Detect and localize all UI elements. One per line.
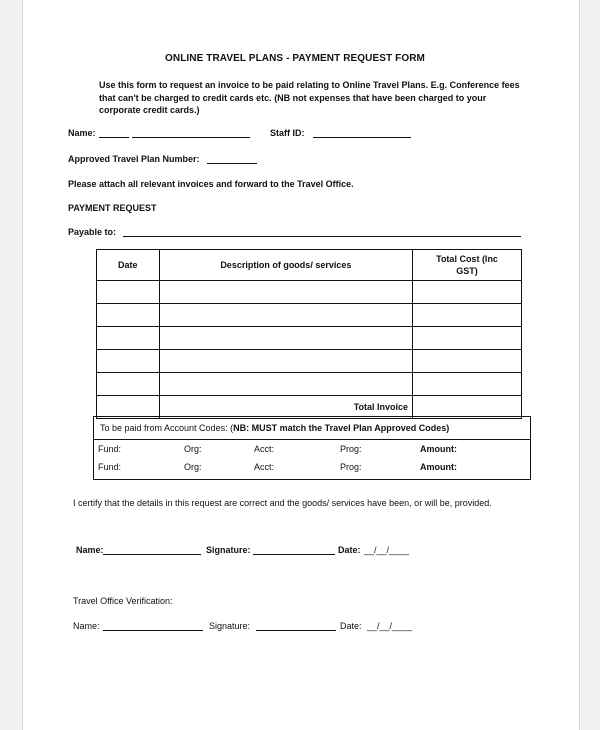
amount-label[interactable]: Amount: [420,444,457,454]
header-description: Description of goods/ services [159,250,412,281]
cost-cell[interactable] [413,373,522,396]
approved-plan-field[interactable] [207,154,257,166]
account-codes-intro [94,417,530,440]
fund-label[interactable]: Fund: [98,444,122,454]
attach-note: Please attach all relevant invoices and forward to the Travel Office. [68,179,354,189]
acct-label[interactable]: Acct: [254,462,275,472]
date-cell[interactable] [97,350,160,373]
table-row [97,373,522,396]
date-cell[interactable] [97,304,160,327]
table-row [97,304,522,327]
header-date: Date [97,250,160,281]
payable-to-label: Payable to: [68,227,117,237]
verif-signature-field[interactable] [256,621,336,633]
cert-signature-label: Signature: [206,545,251,555]
form-title: ONLINE TRAVEL PLANS - PAYMENT REQUEST FORM [165,53,425,64]
account-codes-note: NB: MUST match the Travel Plan Approved Codes) [233,423,450,433]
cost-cell[interactable] [413,327,522,350]
org-label[interactable]: Org: [184,444,202,454]
intro-paragraph: Use this form to request an invoice to be paid relating to Online Travel Plans. E.g. Conference fees that can't be charged to credit cards etc. (NB not expenses that have been charged to your corporate credit cards.) [99,80,520,115]
total-invoice-label: Total Invoice [159,396,412,419]
cert-signature-field[interactable] [253,545,335,557]
account-codes-intro-text: To be paid from Account Codes: ( [100,423,234,433]
certification-statement: I certify that the details in this request are correct and the goods/ services have been, or will be, provided. [73,498,492,508]
verif-signature-label: Signature: [209,621,251,631]
verif-name-label: Name: [73,621,100,631]
approved-plan-label: Approved Travel Plan Number: [68,154,200,164]
description-cell[interactable] [159,281,412,304]
table-row [94,440,530,458]
table-row [94,458,530,476]
prog-label[interactable]: Prog: [340,462,362,472]
date-cell[interactable] [97,327,160,350]
acct-label[interactable]: Acct: [254,444,275,454]
header-total-cost: Total Cost (Inc GST) [413,250,522,281]
cert-name-field[interactable] [103,545,201,557]
date-cell[interactable] [97,373,160,396]
table-row [97,281,522,304]
cost-cell[interactable] [413,304,522,327]
verification-heading: Travel Office Verification: [73,596,173,606]
name-label: Name: [68,128,96,138]
payable-to-field[interactable] [123,227,521,239]
description-cell[interactable] [159,327,412,350]
document-page [22,0,580,730]
amount-label[interactable]: Amount: [420,462,457,472]
prog-label[interactable]: Prog: [340,444,362,454]
cert-name-label: Name: [76,545,104,555]
description-cell[interactable] [159,304,412,327]
fund-label[interactable]: Fund: [98,462,122,472]
staff-id-field[interactable] [313,128,411,140]
verif-name-field[interactable] [103,621,203,633]
goods-table [96,249,522,419]
cert-date-label: Date: [338,545,361,555]
staff-id-label: Staff ID: [270,128,305,138]
description-cell[interactable] [159,373,412,396]
table-row [97,350,522,373]
account-codes-box [93,416,531,480]
cost-cell[interactable] [413,281,522,304]
verif-date-field[interactable]: __/__/____ [367,621,413,631]
name-field[interactable] [99,128,250,140]
cost-cell[interactable] [413,350,522,373]
account-codes-table [94,440,530,476]
org-label[interactable]: Org: [184,462,202,472]
date-cell[interactable] [97,281,160,304]
cert-date-field[interactable]: __/__/____ [364,545,410,555]
verif-date-label: Date: [340,621,362,631]
table-row [97,327,522,350]
description-cell[interactable] [159,350,412,373]
payment-request-heading: PAYMENT REQUEST [68,203,157,213]
goods-table-header [97,250,522,281]
